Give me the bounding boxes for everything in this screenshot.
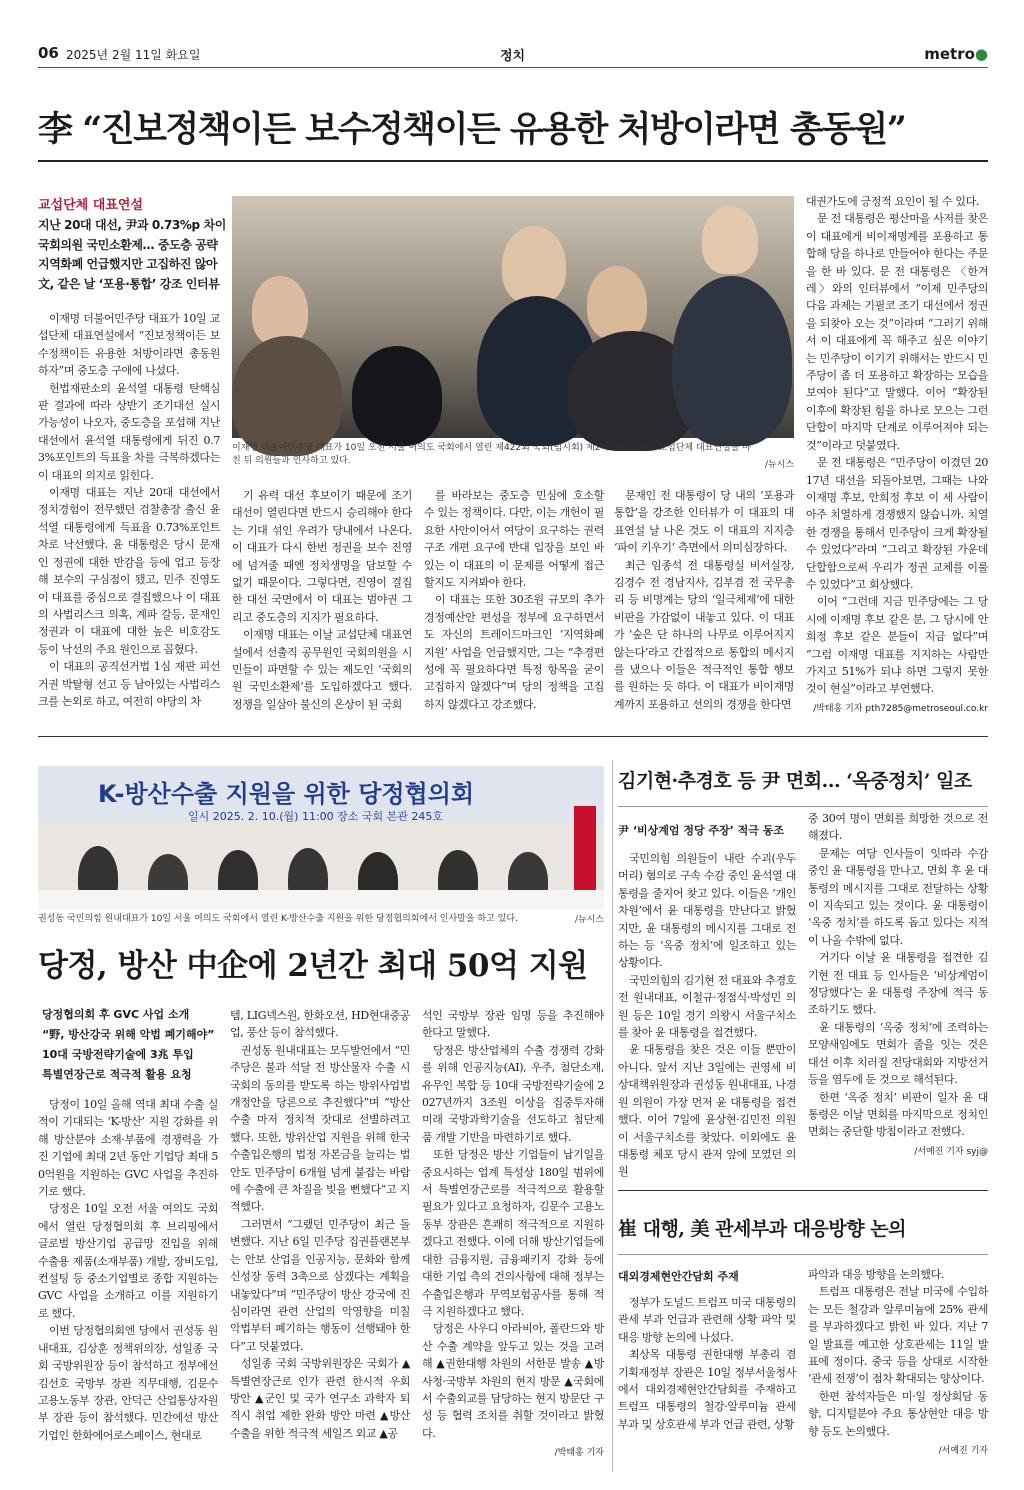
paragraph: 템, LIG넥스원, 한화오션, HD현대중공업, 풍산 등이 참석했다.: [230, 1009, 410, 1040]
paragraph: 이번 당정협의회엔 당에서 권성동 원내대표, 김상훈 정책위의장, 성일종 국회 국방위원장 등이 참석하고 정부에선 김선호 국방부 장관 직무대행, 김문수 고용노동부 장관, 안덕근 산업통상자원부 장관 등이 참석했다. 민간에선 방산기업인 한화에어로스페이스, 현대로: [38, 1324, 218, 1442]
headline-rule: [618, 1254, 988, 1255]
defense-column-1: [38, 1096, 218, 1472]
paragraph: 당정은 사우디 아라비아, 폴란드와 방산 수출 계약을 앞두고 있는 것을 고려해 ▲권한대행 차원의 서한문 발송 ▲방사청·국방부 차원의 현지 방문 ▲국회에서 수출외교를 담당하는 현지 방문단 구성 등 협력 조치를 취할 것이라고 밝혔다.: [422, 1322, 604, 1440]
headline-rule: [38, 160, 988, 162]
paragraph: 이어 “그런데 지금 민주당에는 그 당시에 이재명 후보 같은 분, 그 당시에 안희정 후보 같은 분들이 지금 없다”며 “그럼 이재명 대표를 지지하는 사람만 가지고 51%가 되냐 하면 그렇지 못한 것이 현실”이라고 부연했다.: [806, 595, 988, 696]
paragraph: 문 전 대통령은 평산마을 사저를 찾은 이 대표에게 비이재명계를 포용하고 통합해 당을 하나로 만들어야 한다는 주문을 한 바 있다. 문 전 대통령은 〈한겨레〉와의 인터뷰에서 “이제 민주당의 다음 과제는 기필코 조기 대선에서 정권을 되찾아 오는 것”이라며 “그러기 위해서 이 대표에게 꼭 해주고 싶은 이야기는 민주당이 이기기 위해서는 반드시 민주당이 좀 더 포용하고 확장하는 모습을 보여야 된다”고 말했다. 이어 “확장된 이후에 확장된 힘을 하나로 모으는 그런 단합이 마지막 단계로 이루어져야 되는 것”이라고 덧붙였다.: [806, 212, 988, 452]
lead-column-3: [424, 487, 604, 717]
subhead: “野, 방산강국 위해 악법 폐기해야”: [42, 1028, 215, 1041]
photo-person: [502, 226, 566, 304]
section-divider: [618, 1190, 988, 1191]
section-name: 정치: [500, 49, 526, 64]
tariff-subhead: 대외경제현안간담회 주재: [618, 1270, 739, 1283]
paragraph: 당정은 방산업체의 수출 경쟁력 강화를 위해 인공지능(AI), 우주, 첨단소재, 유무인 복합 등 10대 국방전략기술에 2027년까지 3조원 이상을 집중투자해 미래 국방과학기술을 선도하고 첨단제품 개발 기반을 마련하기로 했다.: [422, 1043, 604, 1144]
paragraph: 이 대표는 또한 30조원 규모의 추가경정예산안 편성을 정부에 요구하면서도 자신의 트레이드마크인 ‘지역화폐 지원’ 사업을 언급했지만, 그는 “추경편성에 꼭 필요하다면 특정 항목을 굳이 고집하지 않겠다”며 당의 정책을 고집하지 않겠다고 강조했다.: [424, 593, 604, 711]
paragraph: 문재인 전 대통령이 당 내의 ‘포용과 통합’을 강조한 인터뷰가 이 대표의 대표연설 날 나온 것도 이 대표의 지지층 ‘파이 키우기’ 측면에서 의미심장하다.: [614, 489, 794, 555]
column-divider: [612, 760, 613, 1472]
paragraph: 성일종 국회 국방위원장은 국회가 ▲특별연장근로 인가 관련 한시적 우회 방안 ▲군인 및 국가 연구소 과학자 퇴직시 취업 제한 완화 방안 마련 ▲방산수출을 위한 적극적 세일즈 외교 ▲공: [230, 1357, 410, 1440]
paragraph: 이재명 대표는 지난 20대 대선에서 정치경험이 전무했던 검찰총장 출신 윤석열 대통령에게 득표율 0.73%포인트 차로 낙선했다. 윤 대통령은 당시 문재인 정권에 대한 반감을 등에 업고 등장해 보수의 구심점이 됐고, 민주 진영도 이 대표를 중심으로 결집했으나 이 대표의 사법리스크 의혹, 계파 갈등, 문재인 정권과 이 대표에 대한 높은 비호감도 등이 낙선의 주요 원인으로 꼽혔다.: [38, 486, 220, 656]
lead-subheads: [38, 216, 226, 294]
defense-column-3: [422, 1007, 604, 1472]
paragraph: 한편 참석자들은 미·일 정상회담 동향, 디지털분야 주요 통상현안 대응 방향 등도 논의했다.: [808, 1389, 988, 1438]
lead-column-2: [232, 487, 412, 717]
lead-column-4: [614, 487, 794, 717]
lead-column-5: [806, 193, 988, 723]
page-number: 06: [38, 44, 59, 62]
meeting-photo-caption: 권성동 국민의힘 원내대표가 10일 서울 여의도 국회에서 열린 K-방산수출 지원을 위한 당정협의회에서 인사말을 하고 있다. /뉴시스: [38, 914, 604, 925]
paragraph: 중 30여 명이 면회를 희망한 것으로 전해졌다.: [808, 812, 988, 843]
paragraph: 석인 국방부 장관 임명 등을 추진해야 한다고 말했다.: [422, 1009, 604, 1040]
prison-visit-column-2: [808, 810, 988, 1170]
defense-subheads: [42, 1005, 222, 1085]
paragraph: 최상목 대통령 권한대행 부총리 겸 기획재정부 장관은 10일 정부서울청사에서 대외경제현안간담회를 주재하고 트럼프 대통령의 철강·알루미늄 관세 부과 및 상호관세 부과 언급 관련, 상황: [618, 1348, 796, 1431]
paragraph: 당정은 10일 오전 서울 여의도 국회에서 열린 당정협의회 후 브리핑에서 글로벌 방산기업 공급망 진입을 위해 수출용 제품(소재부품) 개발, 장비도입, 컨설팅 등 중소기업별로 종합 지원하는 GVC 사업을 소개하고 이를 지원하기로 했다.: [38, 1202, 218, 1320]
prison-visit-column-1: [618, 850, 796, 1179]
prison-visit-subhead: 尹 ‘비상계엄 정당 주장’ 적극 동조: [618, 824, 785, 837]
lead-column-1: [38, 310, 220, 710]
paragraph: 국민의힘의 김기현 전 대표와 추경호 전 원내대표, 이철규·정점식·박성민 의원 등은 10일 경기 의왕시 서울구치소를 찾아 윤 대통령을 접견했다.: [618, 973, 796, 1040]
paragraph: 그러면서 “그랬던 민주당이 최근 돌변했다. 지난 6일 민주당 집권플랜본부는 안보 산업을 인공지능, 문화와 함께 신성장 동력 3축으로 삼겠다는 계획을 내놓았다”며 “민주당이 방산 강국에 진심이라면 관련 산업의 악영향을 미칠 악법부터 폐기하는 행동이 선행돼야 한다”고 덧붙였다.: [230, 1217, 410, 1353]
paragraph: 를 바라보는 중도층 민심에 호소할 수 있는 정책이다. 다만, 이는 개헌이 필요한 사안이어서 여당이 요구하는 권력구조 개편 요구에 반대 입장을 보인 바 있는 이 대표의 이 문제를 어떻게 접근할지도 지켜봐야 한다.: [424, 489, 604, 590]
subhead: 특별연장근로 적극적 활용 요청: [42, 1068, 192, 1081]
paragraph: 대권가도에 긍정적 요인이 될 수 있다.: [806, 195, 980, 208]
defense-column-2: [230, 1007, 410, 1472]
paragraph: 문제는 여당 인사들이 잇따라 수감 중인 윤 대통령을 만나고, 면회 후 윤 대통령의 메시지를 그대로 전달하는 상황이 지속되고 있는 것이다. 윤 대통령이 ‘옥중 정치’를 하도록 돕고 있다는 지적이 나올 수밖에 없다.: [808, 846, 988, 947]
tariff-column-2: [808, 1266, 988, 1474]
byline: /박태홍 기자 pth7285@metroseoul.co.kr: [813, 703, 988, 714]
paragraph: 이재명 대표는 이날 교섭단체 대표연설에서 선출직 공무원인 국회의원을 시민들이 파면할 수 있는 제도인 ‘국회의원 국민소환제’를 도입하겠다고 했다. 정쟁을 일삼아 불신의 온상이 된 국회: [232, 628, 412, 711]
photo-person: [672, 276, 792, 446]
defense-headline: 당정, 방산 中企에 2년간 최대 50억 지원: [38, 948, 588, 984]
paragraph: 트럼프 대통령은 전날 미국에 수입하는 모든 철강과 알루미늄에 25% 관세를 부과하겠다고 밝힌 바 있다. 지난 7일 발표를 예고한 상호관세는 11일 발표에 정이다. 중국 등을 상대로 시작한 ‘관세 전쟁’이 점차 확대되는 양상이다.: [808, 1285, 988, 1386]
paragraph: 문 전 대통령은 “민주당이 이겼던 2017년 대선을 되돌아보면, 그때는 나와 이재명 후보, 안희정 후보 이 세 사람이 아주 치열하게 경쟁했지 않습니까. 치열한 경쟁을 통해서 민주당이 크게 확장될 수 있었다”라며 “그리고 확장된 가운데 단합함으로써 우리가 정권 교체를 이룰 수 있었다”고 회상했다.: [806, 456, 988, 591]
paragraph: 또한 당정은 방산 기업들이 납기일을 중요시하는 업계 특성상 180일 범위에서 특별연장근로를 적극적으로 활용할 필요가 있다고 요청하자, 김문수 고용노동부 장관은 흔쾌히 적극적으로 지원하겠다고 전했다. 이에 더해 방산기업들에 대한 금융지원, 금융패키지 강화 등에 대한 기업 측의 건의사항에 대해 정부는 수출입은행과 무역보험공사를 통해 적극 지원하겠다고 했다.: [422, 1148, 604, 1318]
paragraph: 한편 ‘옥중 정치’ 비판이 일자 윤 대통령은 이날 면회를 마지막으로 정치인 면회는 중단할 방침이라고 전했다.: [808, 1090, 988, 1139]
tariff-column-1: [618, 1294, 796, 1474]
photo-person: [587, 266, 647, 340]
tariff-headline: 崔 대행, 美 관세부과 대응방향 논의: [618, 1218, 906, 1240]
lead-subhead: 지역화폐 언급했지만 고집하진 않아: [38, 257, 218, 271]
photo-person: [232, 336, 342, 456]
meeting-photo: [38, 766, 604, 910]
byline: /박태홍 기자: [554, 1448, 604, 1459]
page-header: [38, 44, 988, 68]
banner-info: 일시 2025. 2. 10.(월) 11:00 장소 국회 본관 245호: [188, 810, 444, 823]
byline: /서예진 기자: [938, 1446, 988, 1457]
paragraph: 윤 대통령의 ‘옥중 정치’에 조력하는 모양새임에도 면회가 줄을 잇는 것은 대선 이후 치러질 전당대회와 지방선거 등을 염두에 둔 것으로 해석된다.: [808, 1020, 988, 1087]
headline-rule: [618, 806, 988, 807]
subhead: 10대 국방전략기술에 3兆 투입: [42, 1048, 194, 1061]
paragraph: 헌법재판소의 윤석열 대통령 탄핵심판 결과에 따라 상반기 조기대선 실시 가능성이 나오자, 중도층을 포섭해 지난 대선에서 윤석열 대통령에게 뒤진 0.73%포인트의 득표율 차를 극복하겠다는 이 대표의 의지로 읽힌다.: [38, 381, 220, 482]
paragraph: 기 유력 대선 후보이기 때문에 조기 대선이 열린다면 반드시 승리해야 한다는 기대 섞인 우려가 당내에서 나온다. 이 대표가 다시 한번 정권을 보수 진영에 넘겨줄 때엔 정치생명을 담보할 수 없기 때문이다. 그렇다면, 진영이 결집한 대선 국면에서 이 대표는 범야권 그리고 중도층의 지지가 필요하다.: [232, 489, 412, 624]
photo-credit: /뉴시스: [764, 460, 794, 470]
paragraph: 정부가 도널드 트럼프 미국 대통령의 관세 부과 언급과 관련해 상황 파악 및 대응 방향 논의에 나섰다.: [618, 1296, 796, 1344]
lead-photo-caption: 이재명 더불어민주당 대표가 10일 오전 서울 여의도 국회에서 열린 제422회 국회(임시회) 제2차 본회의에서 교섭단체 대표연설을 마친 뒤 의원들과 인사하고 있다. /뉴시스: [232, 443, 794, 470]
byline: /서예진 기자 syj@: [914, 1146, 988, 1157]
metro-logo: metro●: [924, 45, 988, 63]
paragraph: 권성동 원내대표는 모두발언에서 “민주당은 불과 석달 전 방산물자 수출 시 국회의 동의를 받도록 하는 방위사업법 개정안을 당론으로 추진했다”며 “방산수출 마저 정치적 잣대로 선별하려고 했다. 또한, 방위산업 지원을 위해 한국수출입은행의 법정 자본금을 늘리는 법안도 민주당이 6개월 넘게 붙잡는 바람에 수출에 큰 차질을 빚을 뻔했다”고 지적했다.: [230, 1043, 410, 1214]
section-divider: [38, 736, 988, 737]
paragraph: 윤 대통령을 찾은 것은 이들 뿐만이 아니다. 앞서 지난 3일에는 권영세 비상대책위원장과 권성동 원내대표, 나경원 의원이 가장 먼저 윤 대통령을 접견했다. 이어 7일에 윤상현·김민전 의원이 서울구치소를 찾았다. 이외에도 윤 대통령 체포 당시 관저 앞에 모였던 의원: [618, 1043, 796, 1179]
photo-person: [702, 206, 758, 274]
lead-kicker: 교섭단체 대표연설: [38, 198, 143, 213]
lead-subhead: 지난 20대 대선, 尹과 0.73%p 차이: [38, 218, 226, 232]
subhead: 당정협의회 후 GVC 사업 소개: [42, 1008, 190, 1021]
paragraph: 최근 임종석 전 대통령실 비서실장, 김경수 전 경남지사, 김부겸 전 국무총리 등 비명계는 당의 ‘일극체제’에 대한 비판을 가감없이 내놓고 있다. 이 대표가 ‘숲은 단 하나의 나무로 이루어지지 않는다’라고 간접적으로 통합의 메시지를 냈으나 이들은 적극적인 통합 행보를 원하는 듯 하다. 이 대표가 비이재명계까지 포용하고 선의의 경쟁을 한다면: [614, 558, 794, 711]
lead-subhead: 국회의원 국민소환제… 중도층 공략: [38, 237, 218, 252]
issue-date: 2025년 2월 11일 화요일: [66, 48, 201, 62]
paragraph: 이재명 더불어민주당 대표가 10일 교섭단체 대표연설에서 “진보정책이든 보수정책이든 유용한 처방이라면 총동원하자”며 중도층 구애에 나섰다.: [38, 312, 220, 378]
lead-subhead: 文, 같은 날 ‘포용·통합’ 강조 인터뷰: [38, 276, 220, 291]
paragraph: 국민의힘 의원들이 내란 수괴(우두머리) 혐의로 구속 수감 중인 윤석열 대통령을 줄지어 찾고 있다. 이들은 ‘개인 차원’에서 윤 대통령을 만난다고 밝혔지만, 윤 대통령의 메시지를 그대로 전하는 등 ‘옥중 정치’에 일조하고 있는 상황이다.: [618, 852, 796, 970]
banner-title: K-방산수출 지원을 위한 당정협의회: [98, 780, 475, 808]
lead-photo: [232, 196, 794, 438]
paragraph: 파악과 대응 방향을 논의했다.: [808, 1268, 944, 1281]
lead-headline: 李 “진보정책이든 보수정책이든 유용한 처방이라면 총동원”: [38, 109, 906, 150]
paragraph: 이 대표의 공직선거법 1심 재판 피선거권 박탈형 선고 등 남아있는 사법리스크를 논외로 하고, 여전히 야당의 차: [38, 660, 220, 708]
paragraph: 당정이 10일 올해 역대 최대 수출 실적이 기대되는 ‘K-방산’ 지원 강화를 위해 방산분야 소재·부품에 경쟁력을 가진 기업에 최대 2년 동안 기업당 최대 50억원을 지원하는 GVC 사업을 추진하기로 했다.: [38, 1098, 218, 1199]
meeting-table: [38, 890, 604, 910]
photo-credit: /뉴시스: [574, 915, 604, 925]
prison-visit-headline: 김기현·추경호 등 尹 면회… ‘옥중정치’ 일조: [618, 770, 972, 792]
photo-person: [352, 346, 442, 446]
paragraph: 거기다 이날 윤 대통령을 접견한 김기현 전 대표 등 인사들은 ‘비상계엄이 정당했다’는 윤 대통령 주장에 적극 동조하기도 했다.: [808, 951, 988, 1017]
